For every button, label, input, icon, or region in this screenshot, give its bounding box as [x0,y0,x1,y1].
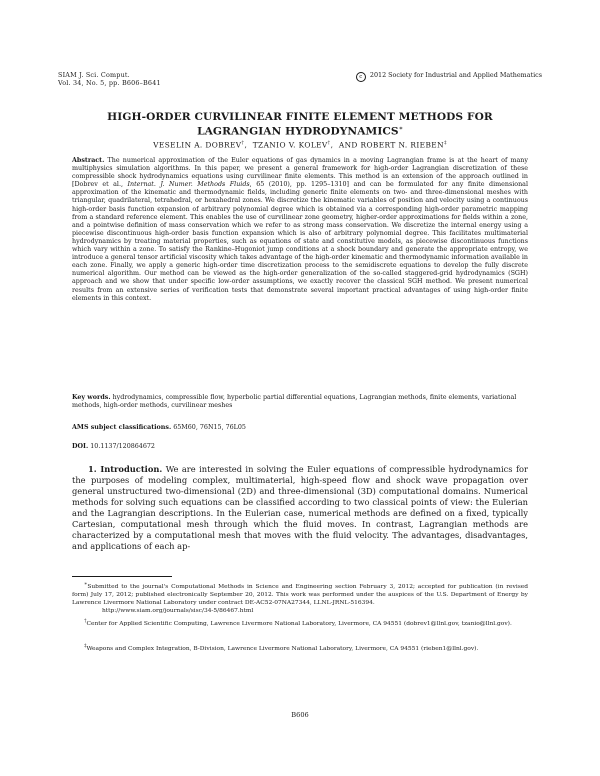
copyright-text: 2012 Society for Industrial and Applied Mathematics [369,71,542,79]
intro-text: We are interested in solving the Euler equations of compressible hydrodynamics for the purposes of modeling complex, multimaterial, high-speed flow and shock wave propagation over general unstructured two-dimensional (2D) and three-dimensional (3D) computational domains. Numerical methods for solving such equations can be classified according to two classical points of view: the Eulerian and the Lagrangian descriptions. In the Eulerian case, numerical methods are defined on a fixed, typically Cartesian, computational mesh through which the fluid moves. In contrast, Lagrangian methods are characterized by a computational mesh that moves with the fluid velocity. The advantages, disadvantages, and applications of each ap- [72,464,528,552]
keywords-label: Key words. [72,394,111,401]
footnote-3-text: Weapons and Complex Integration, B-Division, Lawrence Livermore National Laboratory, Livermore, CA 94551 (rieben1@llnl.gov). [86,645,479,652]
footnote-2-text: Center for Applied Scientific Computing, Lawrence Livermore National Laboratory, Livermore, CA 94551 (dobrev1@llnl.gov, tzanio@llnl.gov). [86,620,512,627]
author-1: VESELIN A. DOBREV [153,140,242,150]
doi [72,443,528,450]
doi-label: DOI. [72,443,89,450]
copyright-notice [356,71,542,82]
copyright-icon: c [356,72,366,82]
title-footnote-mark: ∗ [398,125,403,133]
footnote-2 [72,617,528,628]
intro-heading: 1. Introduction. [88,464,163,474]
author-1-mark: † [241,140,245,146]
introduction-section [72,464,528,552]
author-3: AND ROBERT N. RIEBEN [338,140,444,150]
footnote-1-url[interactable]: http://www.siam.org/journals/sisc/34-5/86467.html [102,607,254,614]
ams-label: AMS subject classifications. [72,424,172,431]
footnote-3 [72,642,528,653]
journal-header [58,71,161,87]
title-line-1: HIGH-ORDER CURVILINEAR FINITE ELEMENT METHODS FOR [107,111,493,123]
page-number: B606 [291,711,309,719]
title-line-2: LAGRANGIAN HYDRODYNAMICS [197,125,399,138]
author-list: VESELIN A. DOBREV†, TZANIO V. KOLEV†, AND ROBERT N. RIEBEN‡ [153,140,447,150]
abstract-text-2: , 65 (2010), pp. 1295–1310] and can be formulated for any finite dimensional approximation of the kinematic and thermodynamic fields, including generic finite elements on two- and three-dimensional meshes with triangular, quadrilateral, tetrahedral, or hexahedral zones. We discretize the kinematic variables of position and velocity using a continuous high-order basis function expansion of arbitrary polynomial degree which is obtained via a corresponding high-order parametric mapping from a standard reference element. This enables the use of curvilinear zone geometry, higher-order approximations for fields within a zone, and a pointwise definition of mass conservation which we refer to as strong mass conservation. We discretize the internal energy using a piecewise discontinuous high-order basis function expansion which is also of arbitrary polynomial degree. This facilitates multimaterial hydrodynamics by treating material properties, such as equations of state and constitutive models, as piecewise discontinuous functions which vary within a zone. To satisfy the Rankine–Hugoniot jump conditions at a shock boundary and generate the appropriate entropy, we introduce a general tensor artificial viscosity which takes advantage of the high-order kinematic and thermodynamic information available in each zone. Finally, we apply a generic high-order time discretization process to the semidiscrete equations to develop the fully discrete numerical algorithm. Our method can be viewed as the high-order generalization of the so-called staggered-grid hydrodynamics (SGH) approach and we show that under specific low-order assumptions, we exactly recover the classical SGH method. We present numerical results from an extensive series of verification tests that demonstrate several important practical advantages of using high-order finite elements in this context. [72,181,528,302]
footnote-1-mark: ∗ [84,581,88,587]
author-2: TZANIO V. KOLEV [252,140,328,150]
keywords [72,394,528,410]
ams-classifications [72,424,528,431]
author-2-mark: † [327,140,331,146]
footnote-1-text: Submitted to the journal's Computational Methods in Science and Engineering section February 3, 2012; accepted for publication (in revised form) July 17, 2012; published electronically September 20, 2012. This work was performed under the auspices of the U.S. Department of Energy by Lawrence Livermore National Laboratory under contract DE-AC52-07NA27344, LLNL-JRNL-516394. [72,583,528,606]
footnote-divider [72,576,172,577]
abstract-citation: Internat. J. Numer. Methods Fluids [127,181,250,189]
abstract [72,157,528,303]
paper-title [40,111,560,138]
author-3-mark: ‡ [443,140,447,146]
footnote-1 [72,580,528,615]
footnote-2-mark: † [84,618,87,624]
journal-name: SIAM J. Sci. Comput. [58,71,130,79]
abstract-label: Abstract. [72,157,105,164]
journal-volume: Vol. 34, No. 5, pp. B606–B641 [58,79,161,87]
doi-text: 10.1137/120864672 [90,443,155,450]
keywords-text: hydrodynamics, compressible flow, hyperbolic partial differential equations, Lagrangian methods, finite elements, variational methods, high-order methods, curvilinear meshes [72,394,517,410]
abstract-text-1: The numerical approximation of the Euler equations of gas dynamics in a moving Lagrangian frame is at the heart of many multiphysics simulation algorithms. In this paper, we present a general framework for high-order Lagrangian discretization of these compressible shock hydrodynamics equations using curvilinear finite elements. This method is an extension of the approach outlined in [Dobrev et al., [72,157,528,189]
footnote-3-mark: ‡ [84,643,87,649]
ams-text: 65M60, 76N15, 76L05 [173,424,246,431]
